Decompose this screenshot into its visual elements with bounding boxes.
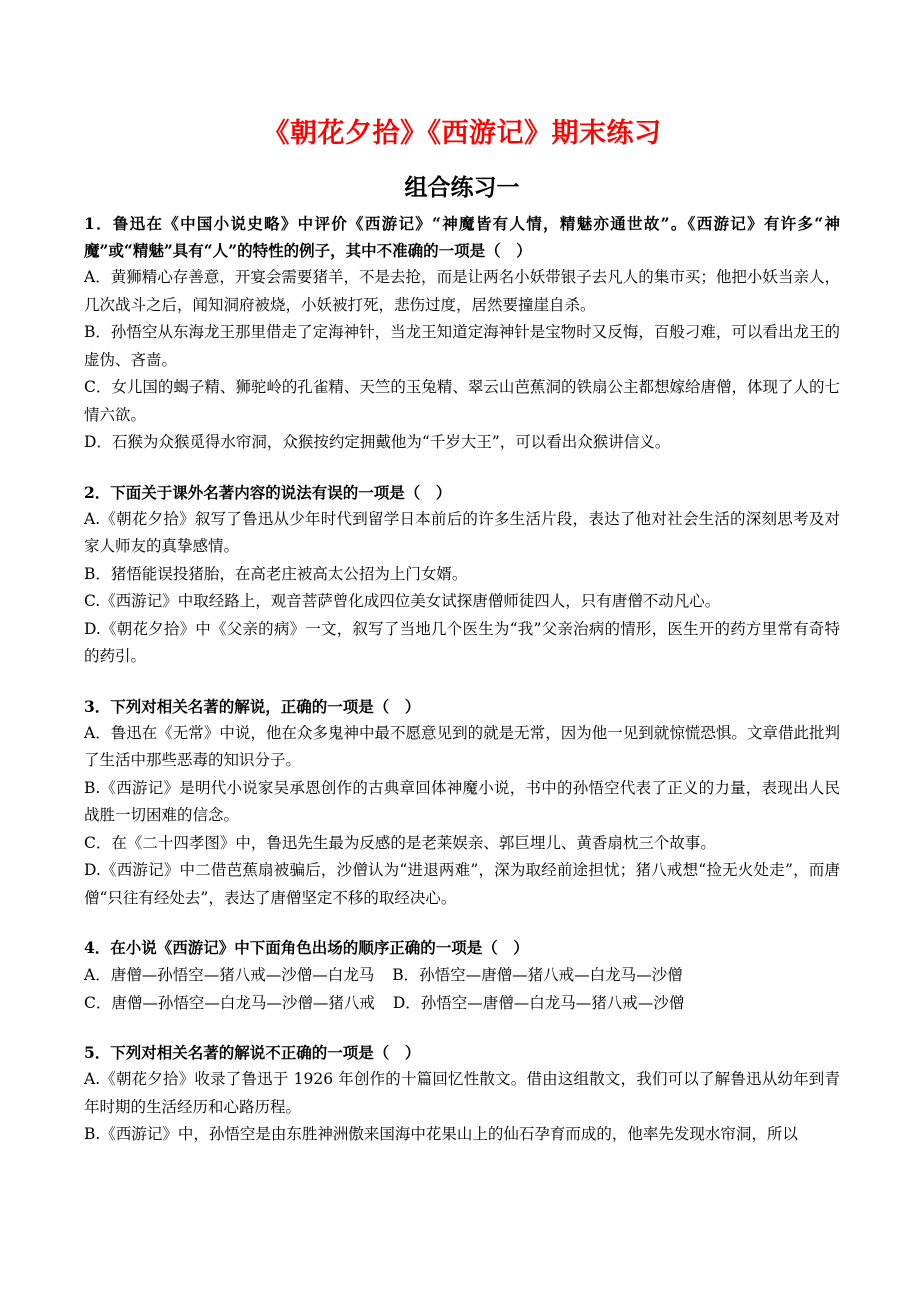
option-a: A．唐僧—孙悟空—猪八戒—沙僧—白龙马	[84, 966, 375, 984]
option-a: A．鲁迅在《无常》中说，他在众多鬼神中最不愿意见到的就是无常，因为他一见到就惊慌恐惧。文章借此批判了生活中那些恶毒的知识分子。	[84, 723, 840, 769]
question-5	[84, 1039, 840, 1149]
option-row	[84, 961, 840, 989]
option-a: A.《朝花夕拾》收录了鲁迅于 1926 年创作的十篇回忆性散文。借由这组散文，我们可以了解鲁迅从幼年到青年时期的生活经历和心路历程。	[84, 1070, 840, 1116]
question-stem: 2．下面关于课外名著内容的说法有误的一项是（ ）	[84, 482, 452, 502]
document-page	[84, 112, 840, 1171]
question-stem: 5．下列对相关名著的解说不正确的一项是（ ）	[84, 1043, 421, 1062]
question-4	[84, 934, 840, 1017]
option-d: D.《朝花夕拾》中《父亲的病》一文，叙写了当地几个医生为“我”父亲治病的情形，医生开的药方里常有奇特的药引。	[84, 619, 840, 665]
question-stem: 4．在小说《西游记》中下面角色出场的顺序正确的一项是（ ）	[84, 938, 529, 957]
question-1	[84, 210, 840, 457]
option-b: B．猪悟能误投猪胎，在高老庄被高太公招为上门女婿。	[84, 564, 468, 583]
option-a: A．黄狮精心存善意，开宴会需要猪羊，不是去抢，而是让两名小妖带银子去凡人的集市买；他把小妖当亲人，几次战斗之后，闻知洞府被烧，小妖被打死，悲伤过度，居然要撞崖自杀。	[84, 268, 840, 314]
option-row	[84, 989, 840, 1017]
question-3	[84, 693, 840, 913]
question-2	[84, 479, 840, 671]
option-c: C.《西游记》中取经路上，观音菩萨曾化成四位美女试探唐僧师徒四人，只有唐僧不动凡心。	[84, 592, 721, 610]
option-d: D．石猴为众猴觅得水帘洞，众猴按约定拥戴他为“千岁大王”，可以看出众猴讲信义。	[84, 433, 671, 451]
option-b: B.《西游记》中，孙悟空是由东胜神洲傲来国海中花果山上的仙石孕育而成的，他率先发现水帘洞，所以	[84, 1125, 798, 1143]
option-d: D．孙悟空—唐僧—白龙马—猪八戒—沙僧	[392, 994, 685, 1012]
option-b: B.《西游记》是明代小说家吴承恩创作的古典章回体神魔小说，书中的孙悟空代表了正义的力量，表现出人民战胜一切困难的信念。	[84, 778, 840, 824]
option-a: A.《朝花夕拾》叙写了鲁迅从少年时代到留学日本前后的许多生活片段，表达了他对社会生活的深刻思考及对家人师友的真挚感情。	[84, 509, 840, 555]
document-title: 《朝花夕拾》《西游记》期末练习	[262, 118, 662, 149]
option-b: B．孙悟空—唐僧—猪八戒—白龙马—沙僧	[392, 966, 683, 984]
option-d: D.《西游记》中二借芭蕉扇被骗后，沙僧认为“进退两难”，深为取经前途担忧；猪八戒想“捡无火处走”，而唐僧“只往有经处去”，表达了唐僧坚定不移的取经决心。	[84, 861, 840, 907]
document-subtitle: 组合练习一	[404, 174, 520, 201]
question-stem: 1．鲁迅在《中国小说史略》中评价《西游记》“神魔皆有人情，精魅亦通世故”。《西游记》有许多“神魔”或“精魅”具有“人”的特性的例子，其中不准确的一项是（ ）	[84, 214, 840, 260]
option-c: C．在《二十四孝图》中，鲁迅先生最为反感的是老莱娱亲、郭巨埋儿、黄香扇枕三个故事。	[84, 833, 716, 852]
option-b: B．孙悟空从东海龙王那里借走了定海神针，当龙王知道定海神针是宝物时又反悔，百般刁难，可以看出龙王的虚伪、吝啬。	[84, 323, 840, 369]
question-stem: 3．下列对相关名著的解说，正确的一项是（ ）	[84, 696, 421, 716]
option-c: C．女儿国的蝎子精、狮驼岭的孔雀精、天竺的玉兔精、翠云山芭蕉洞的铁扇公主都想嫁给唐僧，体现了人的七情六欲。	[84, 378, 840, 424]
option-c: C．唐僧—孙悟空—白龙马—沙僧—猪八戒	[84, 994, 375, 1012]
